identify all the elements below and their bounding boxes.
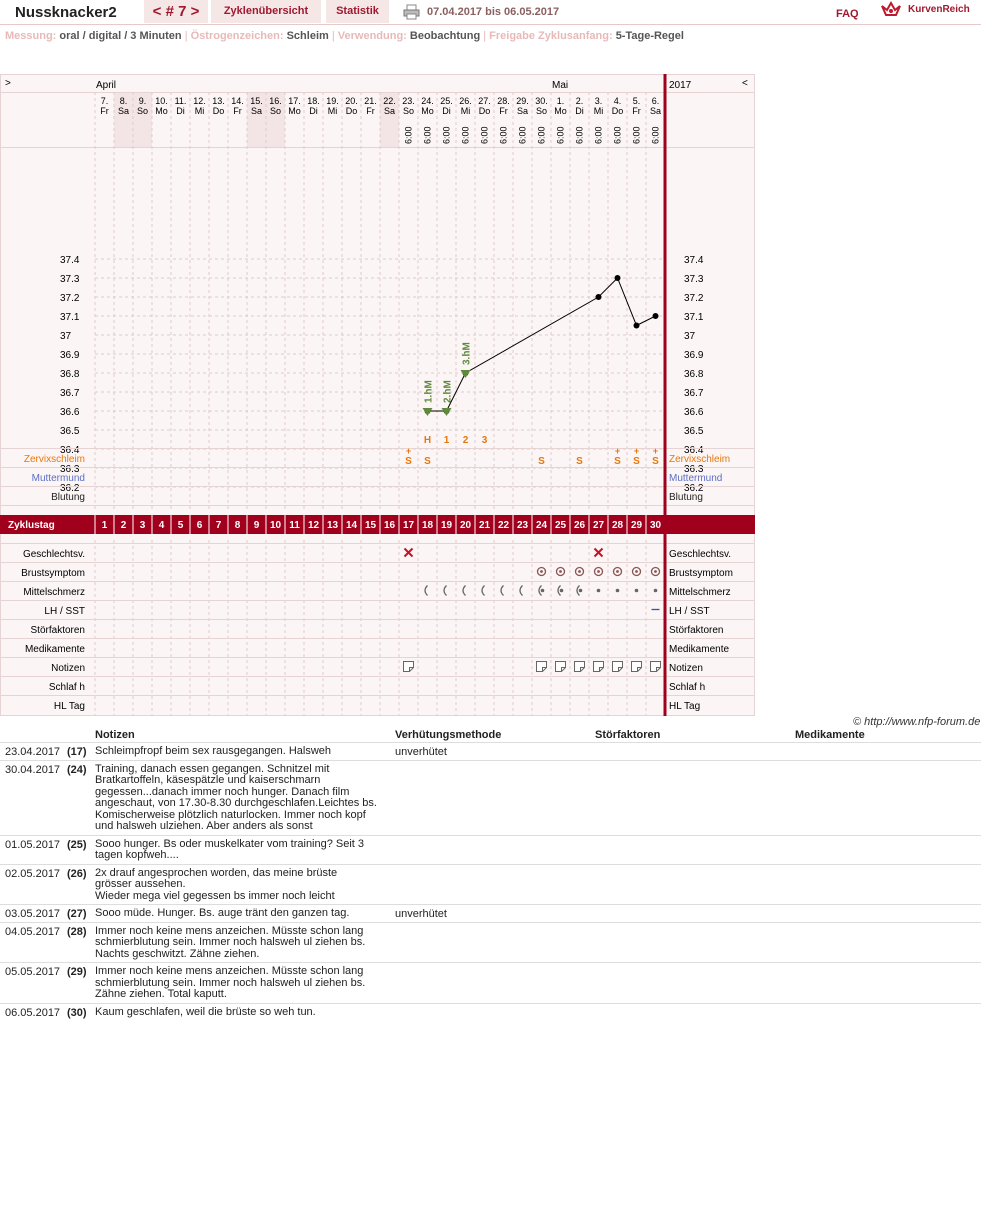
note-date: 05.05.2017: [5, 966, 61, 978]
weekday-label: Mi: [327, 106, 338, 116]
chart-prev-button[interactable]: >: [5, 78, 11, 89]
temperature-point: [634, 323, 640, 329]
day-number: 30.: [535, 96, 548, 106]
temperature-point: [615, 275, 621, 281]
y-tick-left: 37.1: [60, 312, 80, 323]
y-tick-right: 36.9: [684, 350, 704, 361]
mucus-symbol: S: [538, 456, 545, 467]
row-label-right: Medikamente: [669, 644, 730, 655]
row-label-left: Zervixschleim: [23, 454, 85, 465]
cycle-day-number: 18: [421, 520, 434, 531]
meta-value: oral / digital / 3 Minuten: [59, 30, 185, 42]
meta-key: Östrogenzeichen:: [190, 30, 287, 42]
row-label-right: Geschlechtsv.: [669, 549, 732, 560]
day-number: 23.: [402, 96, 415, 106]
cycle-day-number: 19: [440, 520, 453, 531]
day-number: 8.: [119, 96, 128, 106]
cycle-day-number: 12: [307, 520, 320, 531]
cycle-day-number: 13: [326, 520, 339, 531]
hm-label: 3.hM: [461, 342, 473, 365]
weekday-label: Sa: [383, 106, 396, 116]
row-label-left: Notizen: [51, 663, 85, 674]
day-number: 22.: [383, 96, 396, 106]
breast-symptom-dot: [635, 570, 638, 573]
note-date: 06.05.2017: [5, 1006, 61, 1019]
row-label-left: Störfaktoren: [30, 625, 85, 636]
weekday-label: Do: [478, 106, 491, 116]
measure-time: 6:00: [631, 126, 642, 144]
row-label-right: Störfaktoren: [669, 625, 724, 636]
chart-next-button[interactable]: <: [742, 78, 748, 89]
weekday-label: Di: [442, 106, 451, 116]
high-mark: 3: [481, 435, 488, 446]
row-label-left: Schlaf h: [48, 682, 85, 693]
month-label: Mai: [552, 80, 569, 91]
cycle-day-number: 6: [196, 520, 203, 531]
cycle-day-number: 9: [253, 520, 260, 531]
note-cycle-day: (30): [67, 1006, 87, 1019]
tab-cycle-overview[interactable]: Zyklenübersicht: [211, 0, 321, 23]
weekday-label: Di: [309, 106, 318, 116]
note-method: unverhütet: [395, 746, 447, 758]
weekday-label: Mo: [554, 106, 567, 116]
note-text: Immer noch keine mens anzeichen. Müsste schon lang schmierblutung sein. Immer noch halsweh ul ziehen bs. Nachts geschwitzt. Zähne ziehen.: [95, 924, 366, 960]
row-label-left: Mittelschmerz: [23, 587, 85, 598]
note-date: 23.04.2017: [5, 746, 61, 758]
cycle-day-number: 22: [497, 520, 510, 531]
meta-separator: |: [483, 30, 490, 42]
cycle-day-number: 4: [158, 520, 165, 531]
y-tick-right: 36.4: [684, 445, 704, 456]
y-tick-right: 36.2: [684, 483, 704, 494]
notes-row: [0, 864, 981, 906]
weekday-label: Mo: [155, 106, 168, 116]
y-tick-right: 36.3: [684, 464, 704, 475]
day-number: 20.: [345, 96, 358, 106]
y-tick-left: 36.6: [60, 407, 80, 418]
y-tick-right: 37.1: [684, 312, 704, 323]
cycle-day-number: 20: [459, 520, 472, 531]
notes-row: [0, 835, 981, 865]
note-date: 04.05.2017: [5, 925, 61, 938]
note-cycle-day: (17): [67, 746, 87, 758]
note-text: Sooo hunger. Bs oder muskelkater vom training? Seit 3 tagen kopfweh....: [95, 837, 365, 861]
meta-value: Schleim: [286, 30, 332, 42]
weekday-label: Fr: [366, 106, 375, 116]
meta-separator: |: [331, 30, 338, 42]
y-tick-right: 37.3: [684, 274, 704, 285]
note-cycle-day: (24): [67, 763, 87, 776]
note-text: Schleimpfropf beim sex rausgegangen. Halsweh: [95, 745, 332, 757]
day-number: 11.: [174, 96, 187, 106]
mucus-symbol: S: [576, 456, 583, 467]
mittelschmerz-dot: [560, 589, 564, 593]
weekday-label: Sa: [516, 106, 529, 116]
mucus-symbol: S: [424, 456, 431, 467]
top-bar: [0, 0, 981, 25]
high-mark: 2: [462, 435, 469, 446]
day-number: 12.: [193, 96, 206, 106]
meta-value: Beobachtung: [409, 30, 484, 42]
cycle-day-number: 23: [516, 520, 529, 531]
note-method: unverhütet: [395, 908, 447, 920]
y-tick-right: 36.6: [684, 407, 704, 418]
cycle-day-number: 5: [177, 520, 184, 531]
cycle-day-number: 25: [554, 520, 567, 531]
y-tick-left: 36.9: [60, 350, 80, 361]
notes-header: Notizen: [95, 729, 135, 741]
measure-time: 6:00: [517, 126, 528, 144]
y-tick-left: 36.5: [60, 426, 80, 437]
day-number: 3.: [594, 96, 603, 106]
mucus-symbol: S: [614, 456, 621, 467]
breast-symptom-dot: [540, 570, 543, 573]
faq-link[interactable]: FAQ: [836, 8, 859, 20]
hm-label: 1.hM: [423, 380, 435, 403]
day-number: 4.: [613, 96, 622, 106]
notes-row: [0, 1003, 981, 1022]
note-text: Immer noch keine mens anzeichen. Müsste schon lang schmierblutung sein. Immer noch halsweh ul ziehen bs. Zähne ziehen. Total kaputt.: [95, 965, 366, 1000]
measure-time: 6:00: [650, 126, 661, 144]
measure-time: 6:00: [441, 126, 452, 144]
measurement-info: [5, 30, 684, 42]
y-tick-right: 37.2: [684, 293, 704, 304]
note-cycle-day: (27): [67, 908, 87, 920]
day-number: 7.: [100, 96, 109, 106]
mucus-plus: +: [614, 446, 621, 456]
weekday-label: So: [136, 106, 149, 116]
date-range: 07.04.2017 bis 06.05.2017: [427, 6, 560, 18]
row-label-right: Mittelschmerz: [669, 587, 731, 598]
day-number: 14.: [231, 96, 244, 106]
brand-name: KurvenReich: [908, 4, 970, 15]
mittelschmerz-dot: [635, 589, 639, 593]
day-number: 16.: [269, 96, 282, 106]
meta-key: Messung:: [5, 30, 60, 42]
cycle-day-number: 17: [402, 520, 415, 531]
notes-header: Medikamente: [795, 729, 865, 741]
y-tick-right: 36.5: [684, 426, 704, 437]
breast-symptom-dot: [597, 570, 600, 573]
mittelschmerz-dot: [579, 589, 583, 593]
row-label-right: LH / SST: [669, 606, 710, 617]
y-tick-right: 36.8: [684, 369, 704, 380]
day-number: 17.: [288, 96, 301, 106]
cycle-day-number: 27: [592, 520, 605, 531]
measure-time: 6:00: [555, 126, 566, 144]
mucus-symbol: S: [652, 456, 659, 467]
row-label-right: Zervixschleim: [669, 454, 731, 465]
temperature-point: [653, 313, 659, 319]
row-label-left: Blutung: [51, 492, 85, 503]
measure-time: 6:00: [422, 126, 433, 144]
note-date: 02.05.2017: [5, 867, 61, 880]
mittelschmerz-dot: [597, 589, 601, 593]
cycle-day-number: 7: [215, 520, 222, 531]
cycle-day-number: 24: [535, 520, 548, 531]
temperature-point: [596, 294, 602, 300]
year-label: 2017: [669, 80, 692, 91]
weekday-label: Sa: [117, 106, 130, 116]
y-tick-left: 37.2: [60, 293, 80, 304]
day-number: 29.: [516, 96, 529, 106]
measure-time: 6:00: [403, 126, 414, 144]
cycle-day-number: 3: [139, 520, 146, 531]
note-cycle-day: (28): [67, 925, 87, 938]
y-tick-right: 36.7: [684, 388, 704, 399]
notes-row: [0, 742, 981, 761]
y-tick-left: 37.4: [60, 255, 80, 266]
printer-icon[interactable]: [403, 4, 420, 20]
high-mark: H: [423, 435, 432, 446]
cycle-day-number: 16: [383, 520, 396, 531]
measure-time: 6:00: [593, 126, 604, 144]
day-number: 24.: [421, 96, 434, 106]
cycle-day-number: 29: [630, 520, 643, 531]
breast-symptom-dot: [559, 570, 562, 573]
weekday-label: Fr: [499, 106, 508, 116]
weekday-label: Mi: [460, 106, 471, 116]
notes-header: Störfaktoren: [595, 729, 661, 741]
weekday-label: Do: [611, 106, 624, 116]
cycle-day-number: 30: [649, 520, 662, 531]
day-number: 10.: [155, 96, 168, 106]
day-number: 2.: [575, 96, 584, 106]
meta-separator: |: [184, 30, 191, 42]
row-label-right: Schlaf h: [669, 682, 706, 693]
cycle-day-number: 1: [101, 520, 108, 531]
day-number: 1.: [556, 96, 565, 106]
cycle-nav-button[interactable]: < # 7 >: [144, 0, 208, 23]
notes-header: Verhütungsmethode: [395, 729, 502, 741]
breast-symptom-dot: [578, 570, 581, 573]
breast-symptom-dot: [654, 570, 657, 573]
month-label: April: [96, 80, 117, 91]
day-number: 6.: [651, 96, 660, 106]
meta-key: Freigabe Zyklusanfang:: [489, 30, 616, 42]
cycle-day-number: 14: [345, 520, 358, 531]
weekday-label: Fr: [632, 106, 641, 116]
mittelschmerz-dot: [616, 589, 620, 593]
note-text: Kaum geschlafen, weil die brüste so weh tun.: [95, 1005, 316, 1018]
measure-time: 6:00: [574, 126, 585, 144]
day-number: 9.: [138, 96, 147, 106]
row-label-left: Muttermund: [31, 473, 85, 484]
note-cycle-day: (26): [67, 867, 87, 880]
cycle-day-number: 11: [289, 520, 300, 531]
row-label-left: Medikamente: [24, 644, 85, 655]
cycle-day-number: 8: [234, 520, 241, 531]
weekday-label: Do: [212, 106, 225, 116]
row-label-right: Blutung: [669, 492, 703, 503]
weekday-label: Sa: [649, 106, 662, 116]
note-text: Training, danach essen gegangen. Schnitzel mit Bratkartoffeln, käsespätzle und kaiserschmarn gegessen...danach immer noch hunger. Danach film angeschaut, von 17.30-8.30 durchgeschlafen.Leichtes bs. Komischerweise plötzlich naturlocken. Immer noch kopf und halsweh ulziehen. Aber anders als sonst: [95, 762, 377, 832]
mucus-plus: +: [633, 446, 640, 456]
meta-key: Verwendung:: [337, 30, 410, 42]
row-label-left: Geschlechtsv.: [22, 549, 85, 560]
mucus-symbol: S: [405, 456, 412, 467]
notes-row: [0, 904, 981, 923]
row-label-left: Brustsymptom: [21, 568, 85, 579]
day-number: 27.: [478, 96, 491, 106]
cycle-chart: [0, 74, 755, 716]
cycle-day-number: 2: [120, 520, 127, 531]
copyright: © http://www.nfp-forum.de: [853, 716, 981, 728]
y-tick-left: 36.4: [60, 445, 80, 456]
y-tick-left: 36.8: [60, 369, 80, 380]
measure-time: 6:00: [536, 126, 547, 144]
weekday-label: Sa: [250, 106, 263, 116]
cycle-day-number: 21: [478, 520, 491, 531]
y-tick-left: 37: [60, 331, 72, 342]
breast-symptom-dot: [616, 570, 619, 573]
measure-time: 6:00: [460, 126, 471, 144]
day-number: 26.: [459, 96, 472, 106]
weekday-label: Mo: [288, 106, 301, 116]
weekday-label: Fr: [233, 106, 242, 116]
y-tick-left: 36.3: [60, 464, 80, 475]
note-text: 2x drauf angesprochen worden, das meine brüste grösser aussehen. Wieder mega viel gegessen bs immer noch leicht: [95, 866, 338, 902]
day-number: 18.: [307, 96, 320, 106]
day-number: 5.: [632, 96, 641, 106]
hm-label: 2.hM: [442, 380, 454, 403]
notes-row: [0, 962, 981, 1004]
notes-row: [0, 760, 981, 836]
y-tick-left: 37.3: [60, 274, 80, 285]
weekday-label: Di: [575, 106, 584, 116]
row-label-left: LH / SST: [44, 606, 85, 617]
row-label-right: Muttermund: [669, 473, 723, 484]
cycle-day-number: 28: [611, 520, 624, 531]
note-text: Sooo müde. Hunger. Bs. auge tränt den ganzen tag.: [95, 907, 350, 919]
weekday-label: Mo: [421, 106, 434, 116]
weekday-label: So: [402, 106, 415, 116]
measure-time: 6:00: [479, 126, 490, 144]
cycle-day-number: 10: [269, 520, 282, 531]
day-number: 13.: [212, 96, 225, 106]
mucus-plus: +: [652, 446, 659, 456]
mittelschmerz-dot: [654, 589, 658, 593]
row-label-left: HL Tag: [53, 701, 85, 712]
cycle-day-label: Zyklustag: [8, 520, 55, 531]
day-number: 21.: [364, 96, 377, 106]
mittelschmerz-dot: [541, 589, 545, 593]
weekday-label: So: [269, 106, 282, 116]
y-tick-right: 37: [684, 331, 696, 342]
note-date: 30.04.2017: [5, 763, 61, 776]
measure-time: 6:00: [498, 126, 509, 144]
row-label-right: Notizen: [669, 663, 703, 674]
day-number: 25.: [440, 96, 453, 106]
day-number: 28.: [497, 96, 510, 106]
weekday-label: Mi: [194, 106, 205, 116]
weekday-label: Do: [345, 106, 358, 116]
cycle-day-number: 26: [573, 520, 586, 531]
note-cycle-day: (25): [67, 838, 87, 851]
notes-row: [0, 922, 981, 964]
tab-statistics[interactable]: Statistik: [326, 0, 389, 23]
row-label-right: Brustsymptom: [669, 568, 733, 579]
weekday-label: Di: [176, 106, 185, 116]
measure-time: 6:00: [612, 126, 623, 144]
y-tick-left: 36.7: [60, 388, 80, 399]
high-mark: 1: [443, 435, 450, 446]
weekday-label: So: [535, 106, 548, 116]
mucus-symbol: S: [633, 456, 640, 467]
weekday-label: Mi: [593, 106, 604, 116]
note-date: 01.05.2017: [5, 838, 61, 851]
meta-value: 5-Tage-Regel: [615, 30, 684, 42]
row-label-right: HL Tag: [669, 701, 701, 712]
weekday-label: Fr: [100, 106, 109, 116]
day-number: 19.: [326, 96, 339, 106]
note-date: 03.05.2017: [5, 908, 61, 920]
y-tick-right: 37.4: [684, 255, 704, 266]
user-name: Nussknacker2: [15, 4, 117, 21]
day-number: 15.: [250, 96, 263, 106]
y-tick-left: 36.2: [60, 483, 80, 494]
cycle-day-number: 15: [364, 520, 377, 531]
mucus-plus: +: [405, 446, 412, 456]
note-cycle-day: (29): [67, 966, 87, 978]
crown-logo-icon: [880, 1, 902, 19]
